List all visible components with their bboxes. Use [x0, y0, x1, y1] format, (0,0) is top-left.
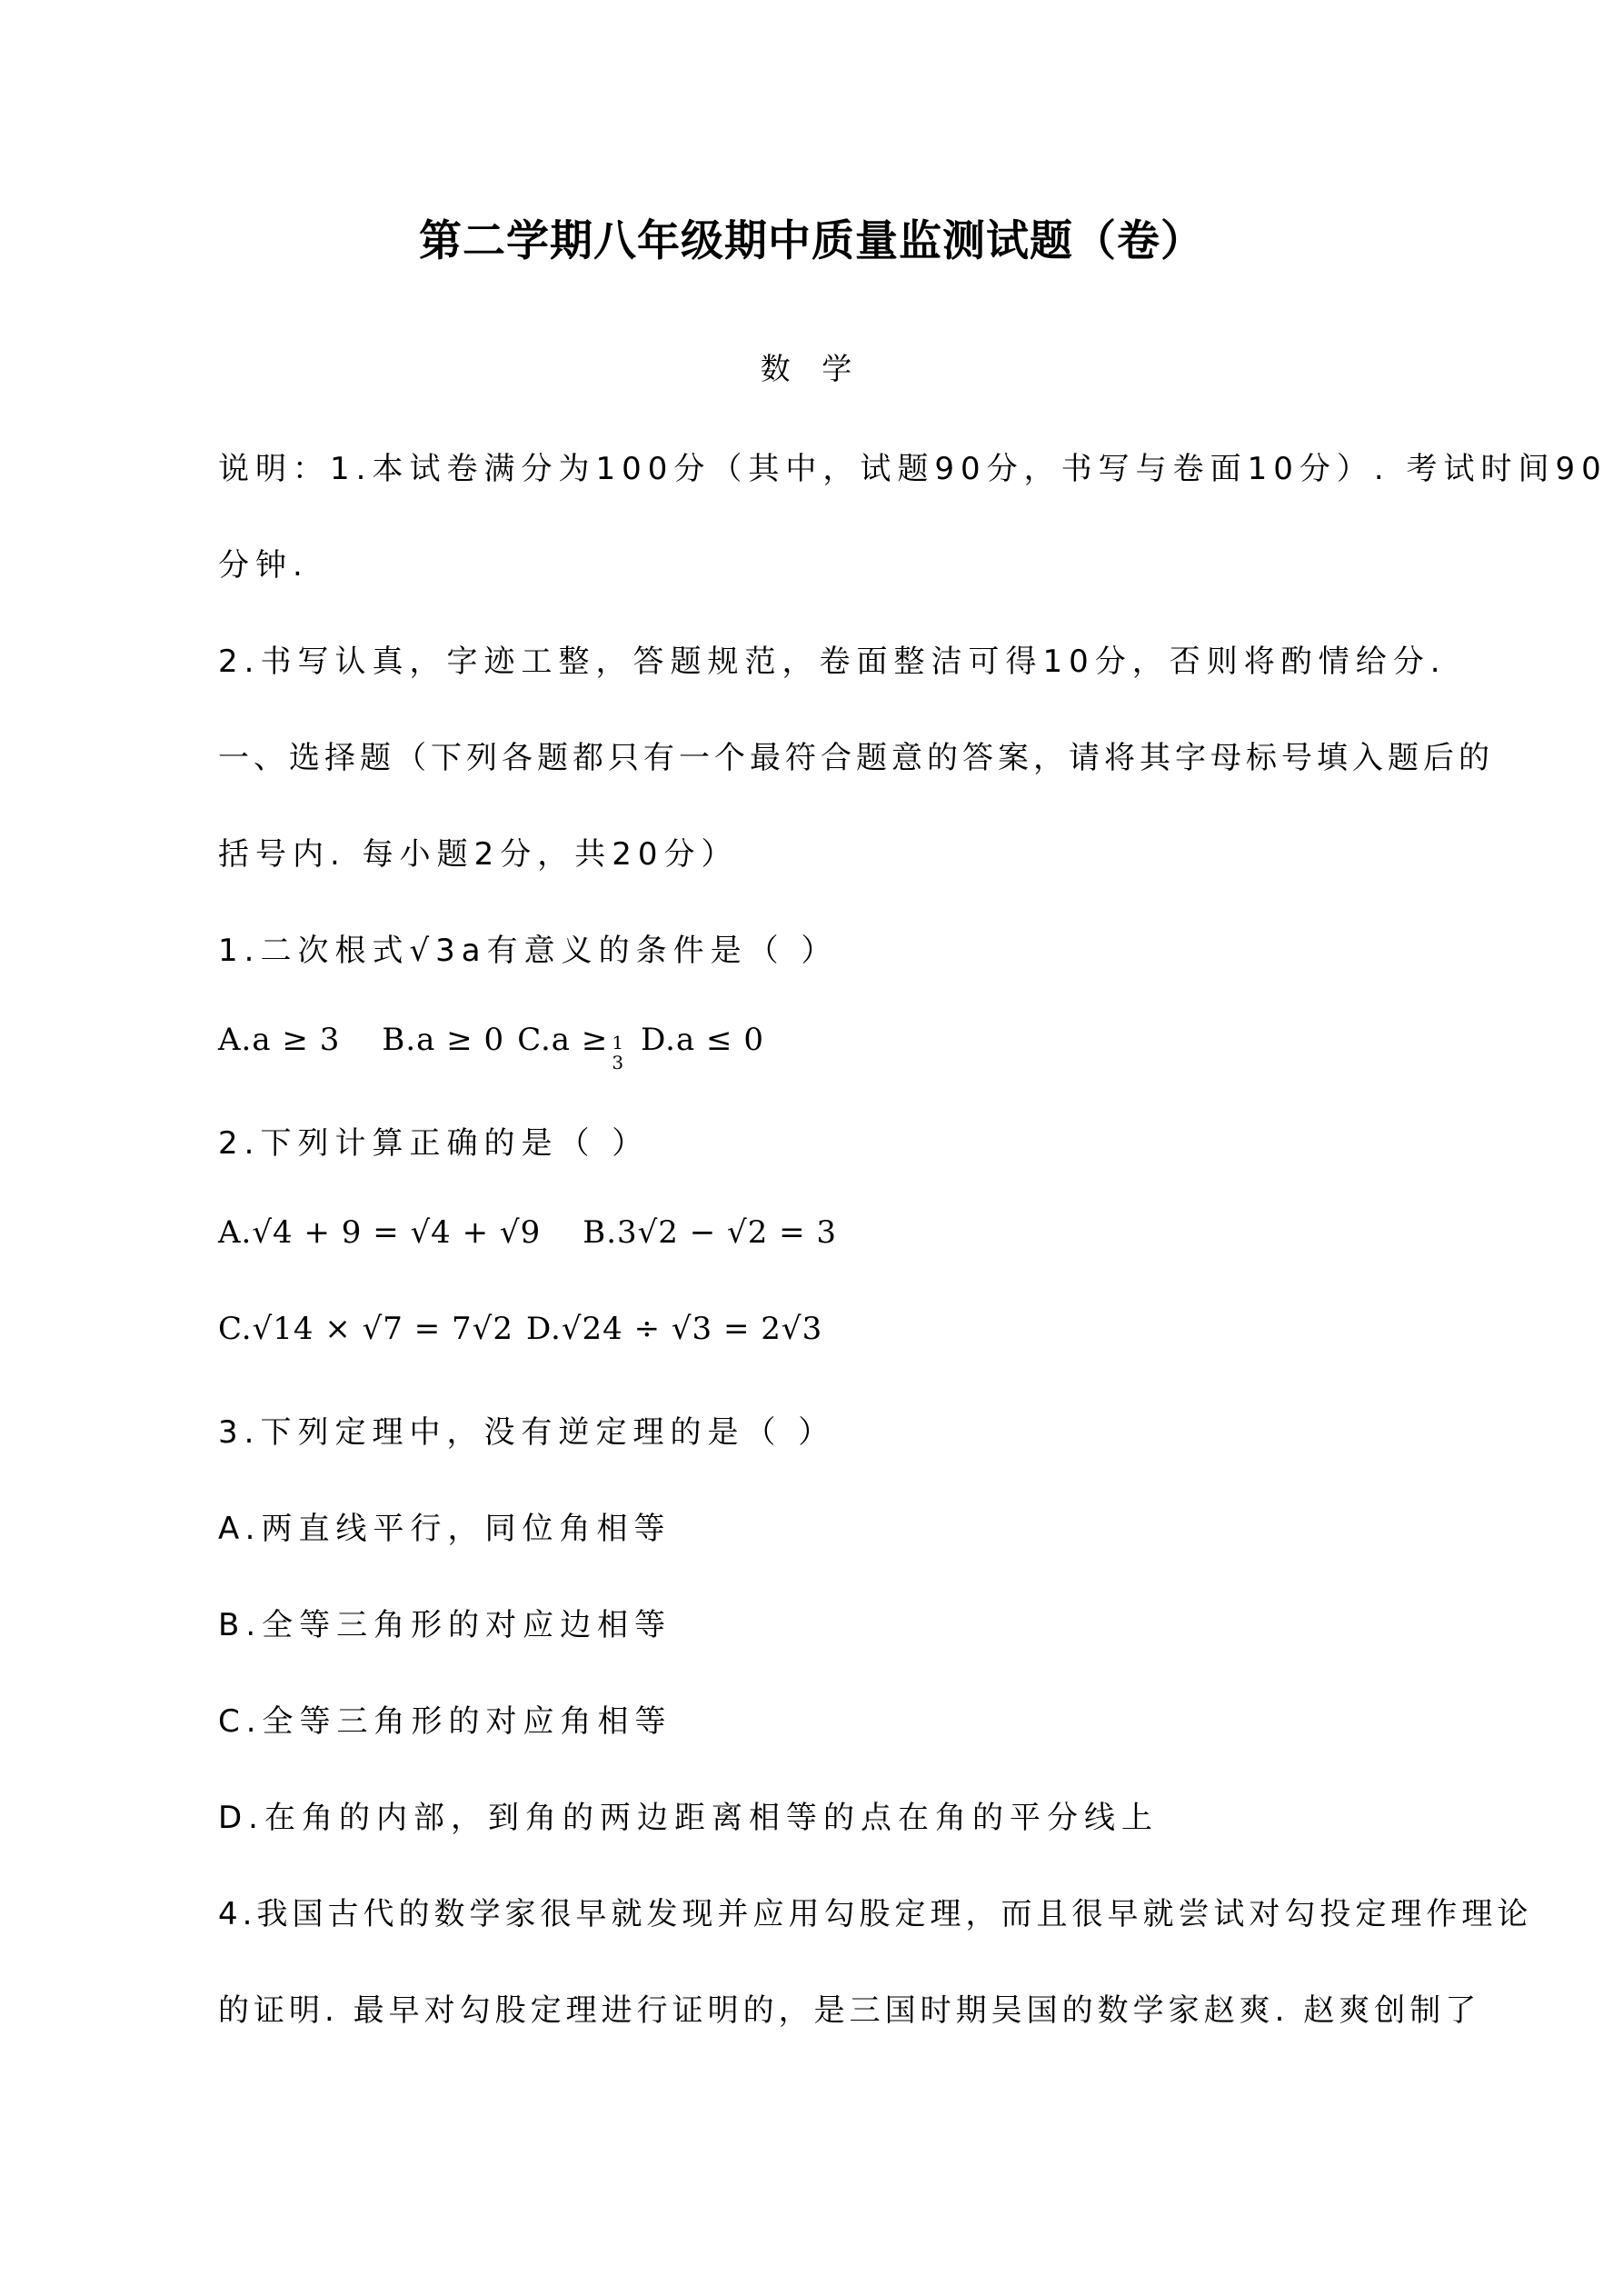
question-1-options [218, 1022, 764, 1073]
question-2-option-d: D.√24 ÷ √3 = 2√3 [525, 1311, 823, 1347]
page-title: 第二学期八年级期中质量监测试题（卷） [419, 216, 1204, 266]
question-3-stem: 3.下列定理中，没有逆定理的是（ ） [218, 1414, 836, 1451]
fraction-denominator: 3 [612, 1052, 625, 1073]
question-2-option-b: B.3√2 − √2 = 3 [582, 1214, 838, 1251]
instruction-line-3: 2.书写认真，字迹工整，答题规范，卷面整洁可得10分，否则将酌情给分. [218, 644, 1447, 680]
question-2-option-a: A.√4 + 9 = √4 + √9 [218, 1214, 542, 1251]
question-1-option-b: B.a ≥ 0 [382, 1022, 505, 1058]
question-3-option-c: C.全等三角形的对应角相等 [218, 1703, 672, 1740]
section-heading-line-1: 一、选择题（下列各题都只有一个最符合题意的答案，请将其字母标号填入题后的 [218, 740, 1494, 776]
fraction-one-third [612, 1033, 624, 1073]
instruction-line-2: 分钟. [218, 547, 309, 584]
instruction-line-1: 说明：1.本试卷满分为100分（其中，试题90分，书写与卷面10分）. 考试时间90 [218, 451, 1608, 487]
question-3-option-a: A.两直线平行，同位角相等 [218, 1511, 672, 1547]
question-4-line-1: 4.我国古代的数学家很早就发现并应用勾股定理，而且很早就尝试对勾投定理作理论 [218, 1896, 1533, 1932]
question-3-option-b: B.全等三角形的对应边相等 [218, 1607, 672, 1643]
question-2-option-c: C.√14 × √7 = 7√2 [218, 1311, 513, 1347]
question-1-option-c [517, 1022, 628, 1073]
question-4-line-2: 的证明. 最早对勾股定理进行证明的，是三国时期吴国的数学家赵爽. 赵爽创制了 [218, 1992, 1481, 2029]
question-2-options-cd [218, 1311, 822, 1347]
question-3-option-d: D.在角的内部，到角的两边距离相等的点在角的平分线上 [218, 1800, 1159, 1836]
question-1-stem: 1.二次根式√3a有意义的条件是（ ） [218, 933, 839, 969]
fraction-numerator: 1 [612, 1032, 625, 1053]
question-1-option-d: D.a ≤ 0 [641, 1022, 764, 1058]
question-1-option-c-prefix: C.a ≥ [517, 1022, 609, 1058]
question-2-options-ab [218, 1214, 837, 1251]
subject-label: 数 学 [760, 351, 863, 386]
question-1-option-a: A.a ≥ 3 [218, 1022, 341, 1058]
section-heading-line-2: 括号内. 每小题2分，共20分） [218, 836, 739, 873]
question-2-stem: 2.下列计算正确的是（ ） [218, 1125, 650, 1162]
